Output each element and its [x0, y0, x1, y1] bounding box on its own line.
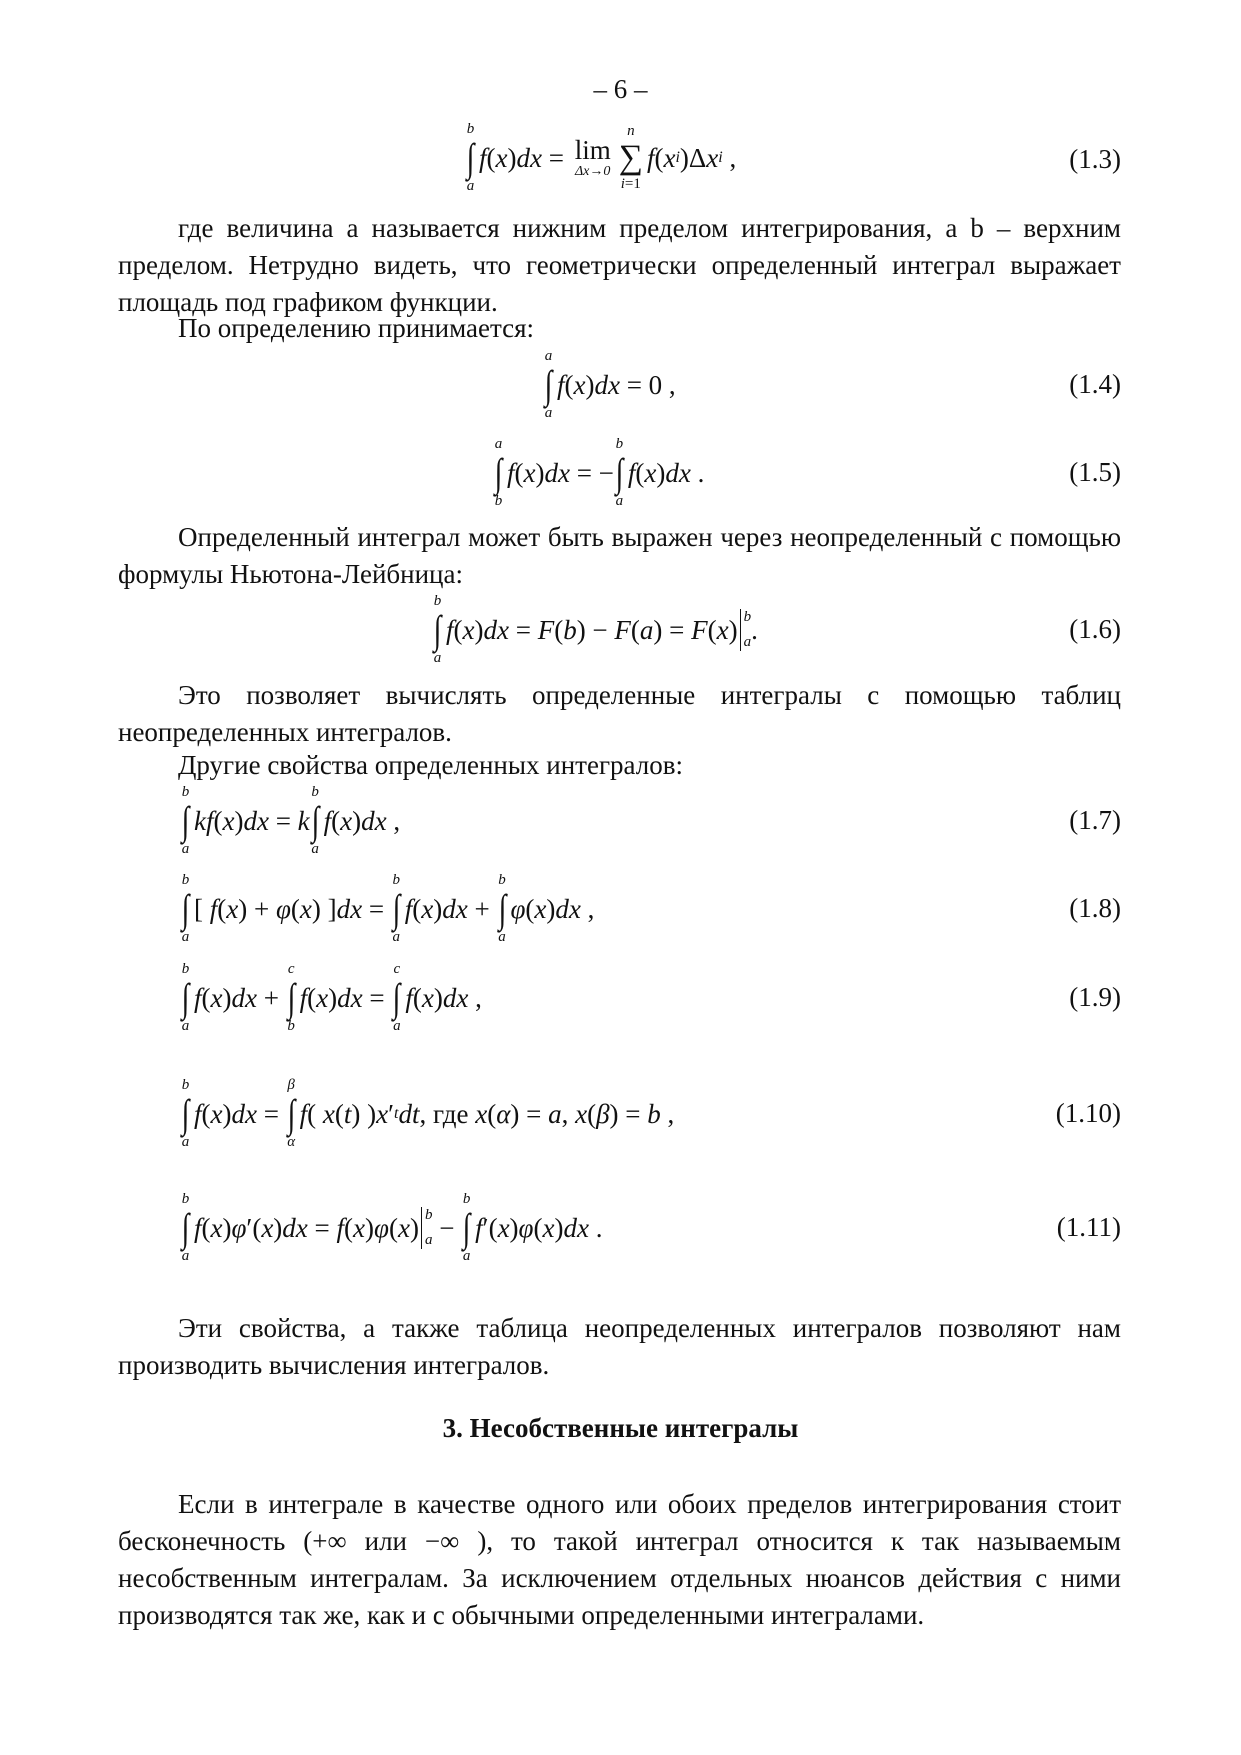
paragraph-summary — [118, 1310, 1121, 1384]
equation-number-1-8: (1.8) — [1069, 893, 1121, 923]
paragraph-improper-integrals — [118, 1486, 1121, 1634]
equation-1-6: b ∫ a f ( x ) dx = F ( b ) − F ( a ) = F ( x ) b a . — [433, 593, 758, 666]
equation-number-1-4: (1.4) — [1069, 369, 1121, 399]
equation-1-11: b ∫ a f ( x ) φ ′( x ) dx = f ( x ) φ ( x ) b a − b ∫ a f ′( x ) φ ( x ) dx . — [181, 1191, 603, 1264]
paragraph-text: Определенный интеграл может быть выражен через неопределенный с помощью формулы Ньютона-Лейбница: — [118, 522, 1121, 589]
equation-number-1-7: (1.7) — [1069, 805, 1121, 835]
paragraph-text: Эти свойства, а также таблица неопределенных интегралов позволяют нам производить вычисления интегралов. — [118, 1313, 1121, 1380]
equation-1-9: b ∫ a f ( x ) dx + c ∫ b f ( x ) dx = c ∫ a f ( x ) dx , — [181, 961, 482, 1034]
equation-1-10: b ∫ a f ( x ) dx = β ∫ α f ( x ( t ) ) x ′ t dt , где x ( α ) = a , x ( β ) = b , — [181, 1077, 675, 1150]
equation-1-7: b ∫ a kf ( x ) dx = k b ∫ a f ( x ) dx , — [181, 784, 401, 857]
equation-number-1-9: (1.9) — [1069, 982, 1121, 1012]
paragraph-tables — [118, 677, 1121, 751]
paragraph-text: Другие свойства определенных интегралов: — [178, 750, 683, 780]
equation-1-8: b ∫ a [ f ( x ) + φ ( x ) ] dx = b ∫ a f ( x ) dx + b ∫ a φ ( x ) dx , — [181, 872, 595, 945]
equation-number-1-11: (1.11) — [1056, 1212, 1121, 1242]
paragraph-text: Если в интеграле в качестве одного или обоих пределов интегрирования стоит бесконечность (+∞ или −∞ ), то такой интеграл относится к так называемым несобственным интегралам. За исключением отдельных нюансов действия с ними производятся так же, как и с обычными определенными интегралами. — [118, 1489, 1121, 1630]
paragraph-properties — [118, 747, 1121, 784]
equation-1-5: a ∫ b f ( x ) dx = − b ∫ a f ( x ) dx . — [494, 436, 705, 509]
paragraph-text: Это позволяет вычислять определенные интегралы с помощью таблиц неопределенных интегралов. — [118, 680, 1121, 747]
equation-1-4: a ∫ a f ( x ) dx = 0 , — [544, 348, 676, 421]
page-number: – 6 – — [593, 74, 648, 104]
equation-number-1-3: (1.3) — [1069, 144, 1121, 174]
section-heading: 3. Несобственные интегралы — [442, 1413, 799, 1443]
paragraph-text: По определению принимается: — [178, 313, 535, 343]
equation-number-1-10: (1.10) — [1055, 1098, 1121, 1128]
paragraph-definition — [118, 310, 1121, 347]
equation-number-1-6: (1.6) — [1069, 614, 1121, 644]
equation-1-3: b ∫ a f ( x ) dx = lim Δx→0 n ∑ i=1 f ( x i )Δ x i , — [466, 121, 737, 194]
paragraph-newton-leibniz — [118, 519, 1121, 593]
paragraph-limits — [118, 210, 1121, 321]
paragraph-text: где величина a называется нижним пределом интегрирования, а b – верхним пределом. Нетрудно видеть, что геометрически определенный интеграл выражает площадь под графиком функции. — [118, 213, 1121, 317]
equation-number-1-5: (1.5) — [1069, 457, 1121, 487]
where-word: где — [433, 1098, 469, 1129]
